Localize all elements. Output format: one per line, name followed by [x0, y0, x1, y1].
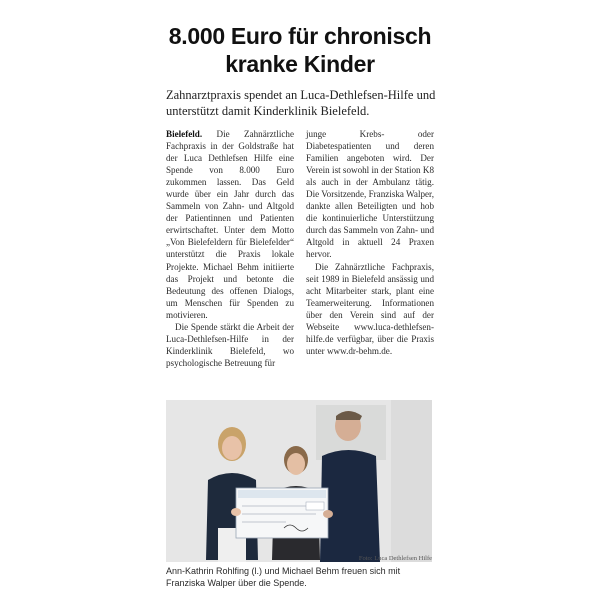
headline-line-1: 8.000 Euro für chronisch	[168, 23, 432, 49]
headline-line-2: kranke Kinder	[225, 51, 375, 77]
paragraph: junge Krebs- oder Diabetespatienten und deren Familien angeboten wird. Der Verein ist sowohl in der Station K8 als auch in der Ambulanz tätig. Die Vorsitzende, Franziska Walper, dankte allen Beteiligten und hob die kontinuierliche Unterstützung durch das Sammeln von Zahn- und Altgold in aktuell 24 Praxen hervor.	[306, 129, 434, 260]
photo-caption: Ann-Kathrin Rohlfing (l.) und Michael Behm freuen sich mit Franziska Walper über die Spende.	[166, 566, 401, 588]
article-column-1	[166, 128, 294, 369]
paragraph	[166, 128, 294, 321]
photo-illustration	[166, 400, 432, 562]
subheadline: Zahnarztpraxis spendet an Luca-Dethlefsen-Hilfe und unterstützt damit Kinderklinik Bielefeld.	[166, 88, 436, 118]
photo-credit: Foto: Luca Dethlefsen Hilfe	[358, 555, 432, 562]
article-column-2	[306, 128, 434, 357]
paragraph: Die Spende stärkt die Arbeit der Luca-Dethlefsen-Hilfe in der Kinderklinik Bielefeld, wo psychologische Betreuung für	[166, 321, 294, 368]
paragraph: Die Zahnärztliche Fachpraxis, seit 1989 in Bielefeld ansässig und acht Mitarbeiter stark, plant eine Teamerweiterung. Informationen über den Verein sind auf der Webseite www.luca-dethlefsen-hilfe.de verfügbar, über die Praxis unter www.dr-behm.de.	[306, 261, 434, 356]
article-photo	[166, 400, 432, 562]
page-title	[160, 22, 440, 78]
paragraph-text: Die Zahnärztliche Fachpraxis in der Goldstraße hat der Luca Dethlefsen Hilfe eine Spende von 8.000 Euro zukommen lassen. Das Geld wurde über ein Jahr durch das Sammeln von Zahn- und Altgold der Patientinnen und Patienten erwirtschaftet. Unter dem Motto „Von Bielefeldern für Bielefelder“ unterstützt die Praxis lokale Projekte. Michael Behm initiierte das Projekt und betonte die Bedeutung des offenen Dialogs, um Menschen für Spenden zu motivieren.	[166, 129, 294, 320]
dateline: Bielefeld.	[166, 129, 203, 139]
